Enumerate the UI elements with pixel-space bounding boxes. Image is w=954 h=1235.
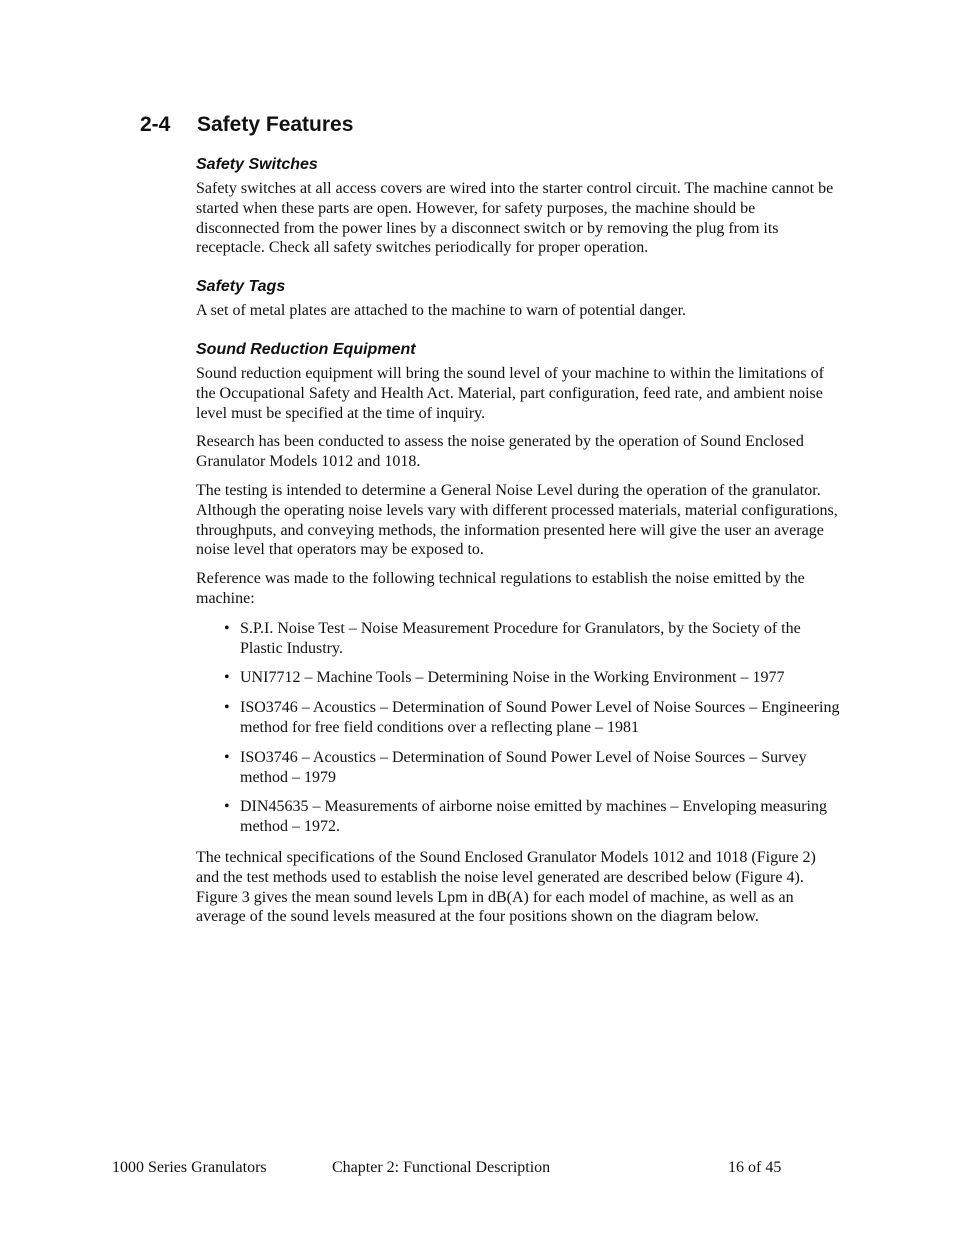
bullet-icon: • xyxy=(224,748,230,766)
list-item-text: UNI7712 – Machine Tools – Determining Noise in the Working Environment – 1977 xyxy=(240,669,785,687)
closing-paragraph: The technical specifications of the Sound Enclosed Granulator Models 1012 and 1018 (Figure 2) and the test methods used to establish the noise level generated are described below (Figure 4). Figure 3 gives the mean sound levels Lpm in dB(A) for each model of machine, as well as an average of the sound levels measured at the four positions shown on the diagram below. xyxy=(196,848,816,926)
list-item-text: S.P.I. Noise Test – Noise Measurement Procedure for Granulators, by the Society of the Plastic Industry. xyxy=(240,619,801,657)
sound-reduction-block xyxy=(196,339,840,927)
list-item xyxy=(224,668,840,688)
list-item xyxy=(224,619,840,659)
list-item-text: DIN45635 – Measurements of airborne noise emitted by machines – Enveloping measuring method – 1972. xyxy=(240,798,827,836)
bullet-icon: • xyxy=(224,619,230,637)
safety-switches-block xyxy=(196,154,840,258)
section-content xyxy=(196,154,840,927)
paragraph: Reference was made to the following technical regulations to establish the noise emitted by the machine: xyxy=(196,570,805,607)
list-item-text: ISO3746 – Acoustics – Determination of Sound Power Level of Noise Sources – Survey method – 1979 xyxy=(240,748,807,786)
list-item xyxy=(224,797,840,837)
bullet-icon: • xyxy=(224,699,230,717)
paragraph: Safety switches at all access covers are wired into the starter control circuit. The machine cannot be started when these parts are open. However, for safety purposes, the machine should be disconnected from the power lines by a disconnect switch or by removing the plug from its receptacle. Check all safety switches periodically for proper operation. xyxy=(196,180,834,257)
safety-tags-block xyxy=(196,276,840,321)
paragraph: A set of metal plates are attached to the machine to warn of potential danger. xyxy=(196,302,687,320)
section-heading xyxy=(140,112,353,138)
bullet-icon: • xyxy=(224,669,230,687)
paragraph: Research has been conducted to assess the noise generated by the operation of Sound Enclosed Granulator Models 1012 and 1018. xyxy=(196,433,804,471)
list-item-text: ISO3746 – Acoustics – Determination of Sound Power Level of Noise Sources – Engineering method for free field conditions over a reflecting plane – 1981 xyxy=(240,699,840,736)
list-item xyxy=(224,748,840,788)
subsection-heading-safety-tags: Safety Tags xyxy=(196,278,286,296)
bullet-icon: • xyxy=(224,798,230,816)
subsection-heading-sound-reduction: Sound Reduction Equipment xyxy=(196,340,416,358)
footer-document-title: 1000 Series Granulators xyxy=(112,1159,267,1176)
paragraph: Sound reduction equipment will bring the sound level of your machine to within the limitations of the Occupational Safety and Health Act. Material, part configuration, feed rate, and ambient noise level must be specified at the time of inquiry. xyxy=(196,364,824,422)
section-number: 2-4 xyxy=(140,113,171,136)
paragraph: The testing is intended to determine a General Noise Level during the operation of the granulator. Although the operating noise levels vary with different processed materials, material configurations, throughputs, and conveying methods, the information presented here will give the user an average noise level that operators may be exposed to. xyxy=(196,481,838,559)
footer-chapter: Chapter 2: Functional Description xyxy=(332,1159,551,1176)
footer-page-number: 16 of 45 xyxy=(728,1159,782,1176)
list-item xyxy=(224,698,840,738)
regulations-list xyxy=(196,619,840,837)
section-title: Safety Features xyxy=(197,113,354,136)
subsection-heading-safety-switches: Safety Switches xyxy=(196,156,318,173)
